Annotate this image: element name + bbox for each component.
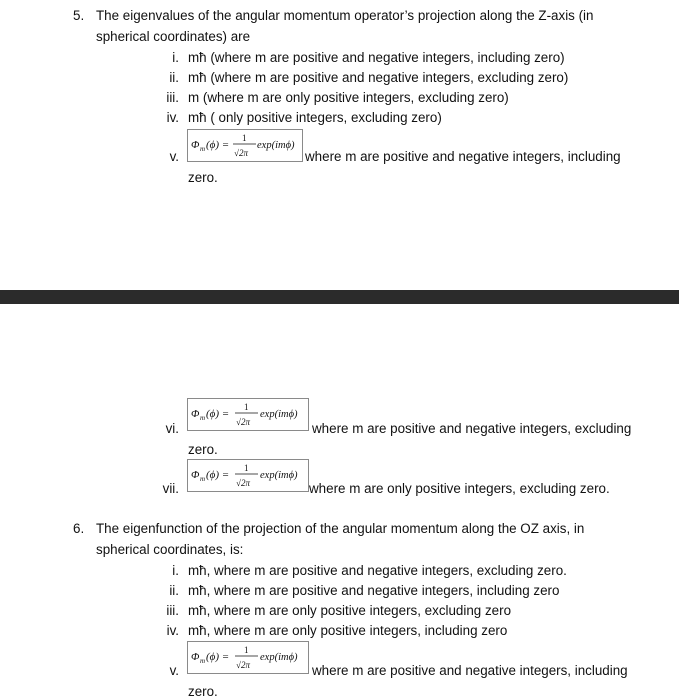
q6-option-3-numeral: iii. [166, 603, 179, 618]
svg-text:1: 1 [244, 402, 249, 412]
question-6-stem-line2: spherical coordinates, is: [96, 542, 244, 557]
q5-option-2-numeral: ii. [169, 70, 179, 85]
svg-text:m: m [200, 475, 206, 483]
q6-option-4-text: mħ, where m are only positive integers, including zero [188, 623, 508, 638]
svg-text:Φ: Φ [191, 408, 200, 420]
q5-option-4-numeral: iv. [166, 110, 179, 125]
q5-option-1-numeral: i. [172, 50, 179, 65]
svg-text:(ϕ) =: (ϕ) = [206, 408, 230, 420]
q5b-option-6-numeral: vi. [165, 421, 179, 436]
q5-option-5-text: where m are positive and negative integers, including [305, 149, 621, 164]
q5b-option-6-text: where m are positive and negative integers, excluding [312, 421, 632, 436]
q6-option-2-numeral: ii. [169, 583, 179, 598]
svg-text:exp(imϕ): exp(imϕ) [260, 652, 298, 663]
q6-option-1-text: mħ, where m are positive and negative integers, excluding zero. [188, 563, 567, 578]
svg-text:1: 1 [244, 463, 249, 473]
svg-text:Φ: Φ [191, 469, 200, 481]
q5b-option-6-formula [187, 398, 309, 431]
svg-text:(ϕ) =: (ϕ) = [206, 651, 230, 663]
formula-denominator: √2π [234, 148, 248, 158]
q6-option-5-formula [187, 641, 309, 674]
q6-option-2-text: mħ, where m are positive and negative integers, including zero [188, 583, 560, 598]
question-6-stem-line1: The eigenfunction of the projection of the angular momentum along the OZ axis, in [96, 521, 585, 536]
svg-text:m: m [200, 414, 206, 422]
question-5-stem-line2: spherical coordinates) are [96, 29, 251, 44]
svg-text:√2π: √2π [236, 417, 250, 427]
q6-option-1-numeral: i. [172, 563, 179, 578]
svg-text:exp(imϕ): exp(imϕ) [260, 409, 298, 420]
q5b-option-7-numeral: vii. [162, 481, 179, 496]
q5-option-3-text: m (where m are only positive integers, excluding zero) [188, 90, 509, 105]
formula-rhs: exp(imϕ) [257, 140, 295, 151]
q6-option-4-numeral: iv. [166, 623, 179, 638]
q5b-option-7-text: where m are only positive integers, excluding zero. [309, 481, 610, 496]
svg-text:m: m [200, 657, 206, 665]
formula-sub: m [200, 145, 206, 153]
q5-option-1-text: mħ (where m are positive and negative integers, including zero) [188, 50, 565, 65]
svg-text:(ϕ) =: (ϕ) = [206, 469, 230, 481]
q5-option-2-text: mħ (where m are positive and negative integers, excluding zero) [188, 70, 569, 85]
q5-option-5-formula [187, 129, 303, 162]
question-5-number: 5. [73, 8, 85, 23]
q5b-option-6-continuation: zero. [188, 442, 218, 457]
q6-option-5-continuation: zero. [188, 684, 218, 699]
q5-option-3-numeral: iii. [166, 90, 179, 105]
svg-text:√2π: √2π [236, 660, 250, 670]
svg-text:Φ: Φ [191, 651, 200, 663]
q6-option-5-numeral: v. [169, 663, 179, 678]
svg-text:1: 1 [244, 645, 249, 655]
q5-option-4-text: mħ ( only positive integers, excluding zero) [188, 110, 442, 125]
section-divider [0, 290, 679, 304]
question-6-number: 6. [73, 521, 85, 536]
question-5-stem-line1: The eigenvalues of the angular momentum operator’s projection along the Z-axis (in [96, 8, 594, 23]
q5-option-5-numeral: v. [169, 149, 179, 164]
formula-arg: (ϕ) = [206, 139, 230, 151]
q5b-option-7-formula [187, 459, 309, 492]
formula-numerator: 1 [242, 133, 247, 143]
q6-option-5-text: where m are positive and negative integers, including [312, 663, 628, 678]
formula-lhs: Φ [191, 139, 200, 151]
svg-text:√2π: √2π [236, 478, 250, 488]
q6-option-3-text: mħ, where m are only positive integers, excluding zero [188, 603, 512, 618]
q5-option-5-continuation: zero. [188, 170, 218, 185]
svg-text:exp(imϕ): exp(imϕ) [260, 470, 298, 481]
